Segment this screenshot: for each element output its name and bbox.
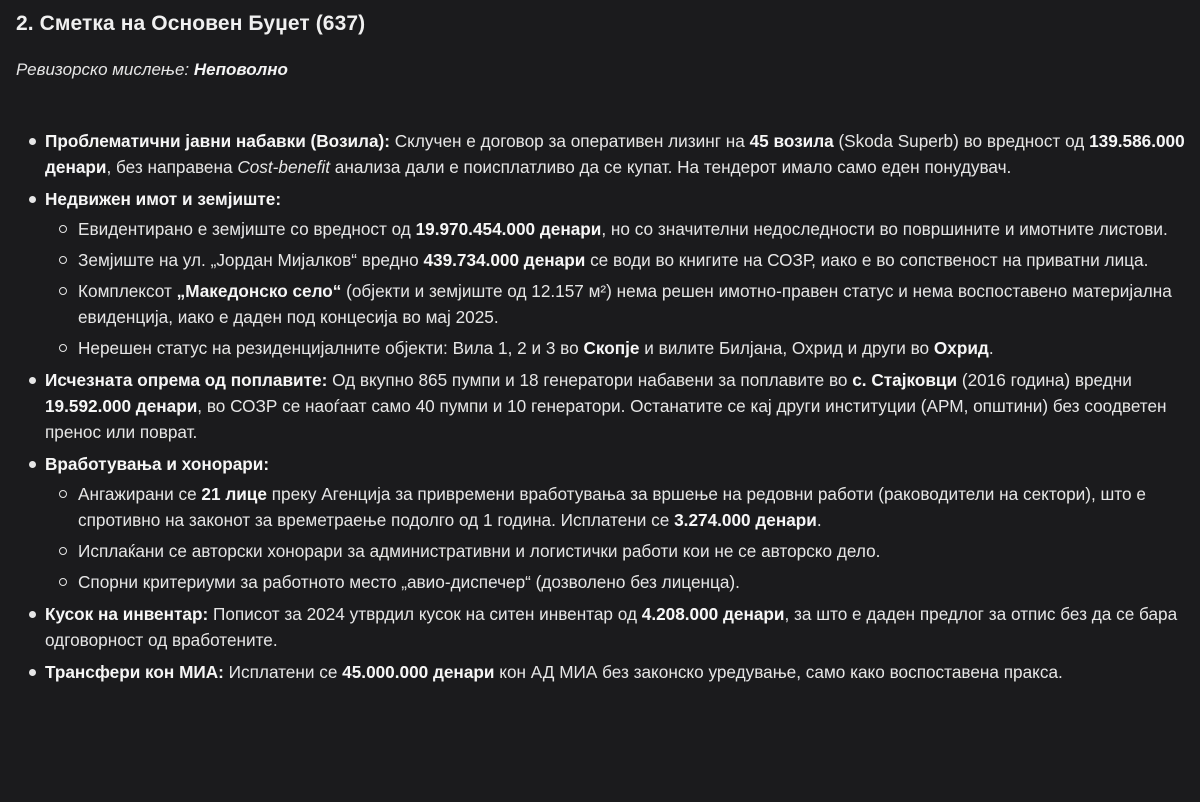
sub-text: Комплексот (78, 281, 177, 301)
finding-heading: Недвижен имот и земјиште: (45, 189, 282, 209)
audit-opinion-label: Ревизорско мислење: (16, 60, 194, 79)
finding-text: (Skoda Superb) во вредност од (833, 131, 1090, 151)
sub-item (45, 538, 1188, 564)
sub-text: Исплаќани се авторски хонорари за административни и логистички работи кои не се авторско дело. (78, 541, 881, 561)
finding-text: Пописот за 2024 утврдил кусок на ситен инвентар од (208, 604, 642, 624)
finding-mia-transfers (16, 659, 1188, 685)
finding-heading: Вработувања и хонорари: (45, 454, 270, 474)
finding-heading: Кусок на инвентар: (45, 604, 209, 624)
findings-list (16, 128, 1188, 691)
sub-text: Спорни критериуми за работното место „авио-диспечер“ (дозволено без лиценца). (78, 572, 740, 592)
sub-text: . (816, 510, 822, 530)
audit-opinion-value: Неповолно (193, 60, 288, 79)
finding-highlight: 45 возила (749, 131, 834, 151)
finding-sublist (45, 216, 1188, 361)
finding-real-estate (16, 186, 1188, 361)
finding-highlight: с. Стајковци (852, 370, 958, 390)
sub-text: , но со значителни недоследности во површините и имотните листови. (601, 219, 1168, 239)
sub-text: Нерешен статус на резиденцијалните објекти: Вила 1, 2 и 3 во (78, 338, 584, 358)
sub-highlight: 439.734.000 денари (423, 250, 586, 270)
finding-employment (16, 451, 1188, 595)
sub-text: Евидентирано е земјиште со вредност од (78, 219, 416, 239)
finding-sublist (45, 481, 1188, 595)
finding-text: анализа дали е поисплатливо да се купат. На тендерот имало само еден понудувач. (330, 157, 1012, 177)
audit-opinion (16, 60, 288, 80)
sub-highlight: Скопје (583, 338, 640, 358)
sub-item (45, 569, 1188, 595)
finding-text: , без направена (106, 157, 238, 177)
sub-item (45, 335, 1188, 361)
finding-text: Исплатени се (223, 662, 343, 682)
finding-text: (2016 година) вредни (957, 370, 1132, 390)
finding-text: Од вкупно 865 пумпи и 18 генератори набавени за поплавите во (327, 370, 853, 390)
sub-text: (објекти и земјиште од 12.157 м²) нема решен имотно-правен статус и нема воспоставено материјална евиденција, иако е даден под концесија во мај 2025. (78, 281, 1172, 327)
finding-text: , во СОЗР се наоѓаат само 40 пумпи и 10 генератори. Останатите се кај други институции (АРМ, општини) без соодветен пренос или поврат. (45, 396, 1167, 442)
sub-text: Ангажирани се (78, 484, 202, 504)
finding-flood-equipment (16, 367, 1188, 445)
sub-text: се води во книгите на СОЗР, иако е во сопственост на приватни лица. (585, 250, 1149, 270)
section-title: 2. Сметка на Основен Буџет (637) (16, 12, 366, 35)
sub-text: Земјиште на ул. „Јордан Мијалков“ вредно (78, 250, 424, 270)
finding-text: , за што е даден предлог за отпис без да се бара одговорност од вработените. (45, 604, 1178, 650)
finding-procurement (16, 128, 1188, 180)
sub-text: преку Агенција за привремени вработувања за вршење на редовни работи (раководители на сектори), што е спротивно на законот за времетраење подолго од 1 година. Исплатени се (78, 484, 1146, 530)
sub-highlight: Охрид (933, 338, 989, 358)
sub-highlight: 19.970.454.000 денари (415, 219, 602, 239)
sub-item (45, 481, 1188, 533)
sub-text: . (988, 338, 994, 358)
finding-text: Склучен е договор за оперативен лизинг на (389, 131, 750, 151)
sub-item (45, 216, 1188, 242)
sub-highlight: „Македонско село“ (176, 281, 342, 301)
finding-highlight: 4.208.000 денари (641, 604, 785, 624)
sub-highlight: 21 лице (201, 484, 267, 504)
finding-heading: Трансфери кон МИА: (45, 662, 224, 682)
sub-item (45, 278, 1188, 330)
finding-highlight: 19.592.000 денари (45, 396, 198, 416)
sub-item (45, 247, 1188, 273)
finding-text: кон АД МИА без законско уредување, само како воспоставена пракса. (494, 662, 1063, 682)
finding-heading: Исчезната опрема од поплавите: (45, 370, 328, 390)
finding-inventory (16, 601, 1188, 653)
finding-emphasis: Cost-benefit (237, 157, 330, 177)
sub-highlight: 3.274.000 денари (674, 510, 817, 530)
finding-highlight: 139.586.000 денари (45, 131, 1185, 177)
finding-highlight: 45.000.000 денари (342, 662, 495, 682)
finding-heading: Проблематични јавни набавки (Возила): (45, 131, 390, 151)
sub-text: и вилите Билјана, Охрид и други во (639, 338, 934, 358)
